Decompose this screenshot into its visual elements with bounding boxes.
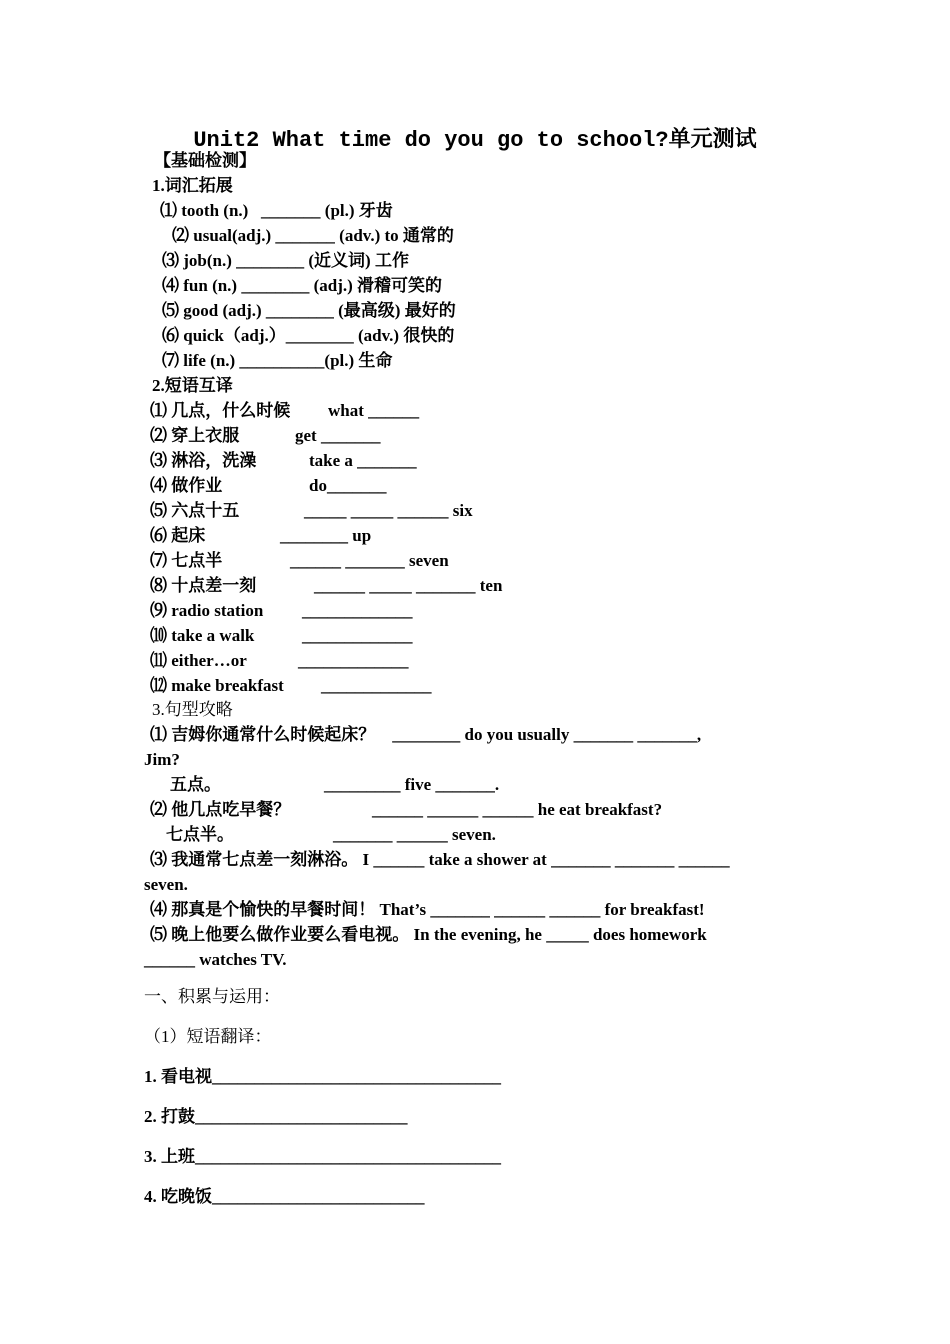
phrase-cn: ⑾ either…or: [150, 651, 247, 670]
sentence-2-answer-cn: 七点半。: [166, 825, 234, 844]
vocab-item: ⑺ life (n.) __________(pl.) 生命: [162, 351, 393, 370]
phrase-en: get _______: [295, 426, 381, 445]
phrase-cn: ⑼ radio station: [150, 601, 264, 620]
vocab-item: ⑶ job(n.) ________ (近义词) 工作: [162, 251, 409, 270]
phrase-en: what ______: [328, 401, 420, 420]
phrase-cn: ⑸ 六点十五: [150, 501, 240, 520]
phrase-cn: ⑹ 起床: [150, 526, 206, 545]
phrase-en: _____ _____ ______ six: [304, 501, 473, 520]
sentence-1-answer-cn: 五点。: [170, 775, 221, 794]
section-1-heading: 一、积累与运用：: [144, 987, 280, 1006]
sentence-2-cn: ⑵ 他几点吃早餐？: [150, 800, 291, 819]
vocab-heading: 1.词汇拓展: [152, 176, 233, 195]
vocab-item: ⑷ fun (n.) ________ (adj.) 滑稽可笑的: [162, 276, 443, 295]
basic-test-header: 【基础检测】: [154, 151, 256, 170]
translation-item: 3. 上班____________________________________: [144, 1147, 501, 1166]
phrase-en: ______ _______ seven: [290, 551, 449, 570]
phrase-cn: ⑷ 做作业: [150, 476, 223, 495]
phrase-cn: ⑽ take a walk: [150, 626, 255, 645]
sentence-3-line-2: seven.: [144, 875, 188, 894]
phrase-cn: ⑿ make breakfast: [150, 676, 284, 695]
phrase-en: _____________: [298, 651, 409, 670]
sentence-1-line-2: Jim?: [144, 750, 180, 769]
vocab-item: ⑹ quick（adj.）________ (adv.) 很快的: [162, 326, 455, 345]
sentence-text: ⑴ 吉姆你通常什么时候起床？ ________ do you usually _______ _______,: [150, 725, 702, 744]
phrase-cn: ⑶ 淋浴，洗澡: [150, 451, 257, 470]
phrase-en: do_______: [309, 476, 387, 495]
page-title: Unit2 What time do you go to school?单元测试: [193, 128, 757, 153]
sentences-heading: 3.句型攻略: [152, 700, 233, 719]
sentence-4: ⑷ 那真是个愉快的早餐时间！ That’s _______ ______ ______ for breakfast!: [150, 900, 705, 919]
sentence-2-en: ______ ______ ______ he eat breakfast?: [372, 800, 663, 819]
section-1-subheading: （1）短语翻译：: [144, 1027, 272, 1046]
translation-item: 2. 打鼓_________________________: [144, 1107, 408, 1126]
vocab-item: ⑸ good (adj.) ________ (最高级) 最好的: [162, 301, 456, 320]
sentence-3-line-1: ⑶ 我通常七点差一刻淋浴。 I ______ take a shower at _______ _______ ______: [150, 850, 730, 869]
sentence-2-answer-en: _______ ______ seven.: [333, 825, 496, 844]
phrase-en: take a _______: [309, 451, 417, 470]
phrase-en: ______ _____ _______ ten: [314, 576, 503, 595]
phrase-cn: ⑵ 穿上衣服: [150, 426, 240, 445]
translation-item: 1. 看电视__________________________________: [144, 1067, 501, 1086]
sentence-1-line-1: [150, 724, 806, 746]
phrase-en: ________ up: [280, 526, 372, 545]
phrase-en: _____________: [302, 601, 413, 620]
vocab-item: ⑵ usual(adj.) _______ (adv.) to 通常的: [172, 226, 454, 245]
sentence-1-answer-en: _________ five _______.: [324, 775, 500, 794]
phrases-heading: 2.短语互译: [152, 376, 233, 395]
phrase-en: _____________: [321, 676, 432, 695]
phrase-cn: ⑴ 几点，什么时候: [150, 401, 291, 420]
sentence-5-line-2: ______ watches TV.: [144, 950, 287, 969]
phrase-cn: ⑺ 七点半: [150, 551, 223, 570]
translation-item: 4. 吃晚饭_________________________: [144, 1187, 425, 1206]
vocab-item: ⑴ tooth (n.) _______ (pl.) 牙齿: [160, 201, 393, 220]
phrase-cn: ⑻ 十点差一刻: [150, 576, 257, 595]
sentence-5-line-1: ⑸ 晚上他要么做作业要么看电视。 In the evening, he _____ does homework: [150, 925, 707, 944]
phrase-en: _____________: [302, 626, 413, 645]
